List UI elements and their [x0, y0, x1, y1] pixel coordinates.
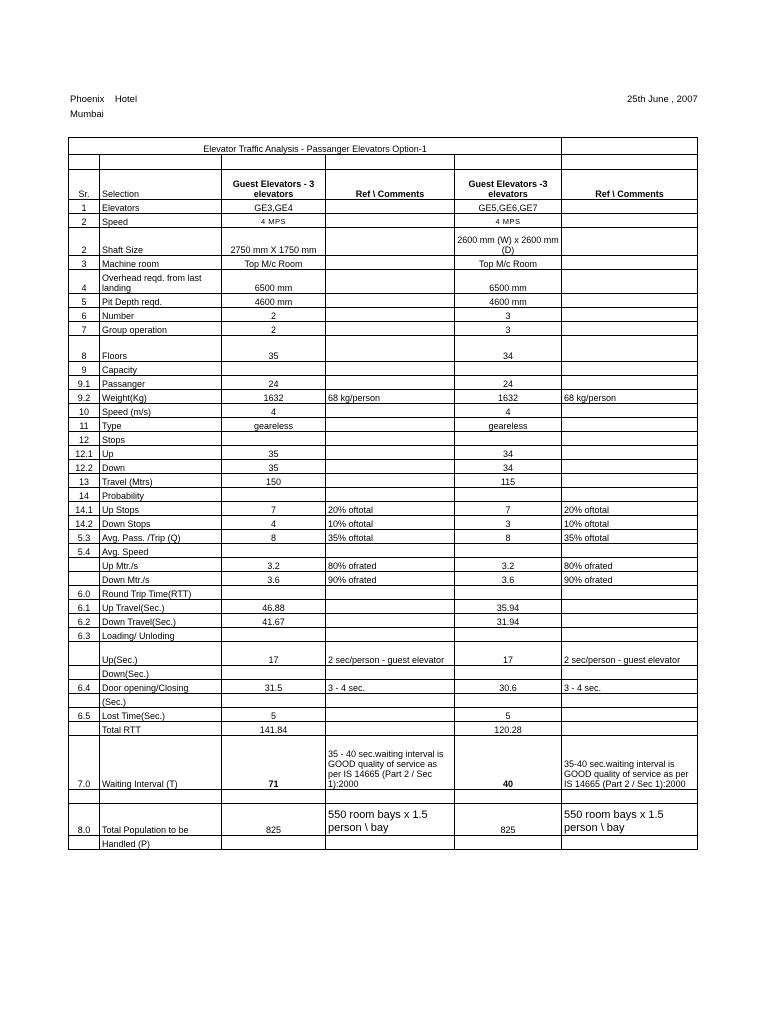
row-value-b: [455, 362, 562, 376]
col-header-selection: Selection: [100, 170, 222, 200]
row-ref-a: [326, 614, 455, 628]
row-selection: Weight(Kg): [100, 390, 222, 404]
row-ref-b: [562, 270, 698, 294]
row-sr: 13: [69, 474, 100, 488]
row-value-a: 3.6: [222, 572, 326, 586]
row-selection: Door opening/Closing: [100, 680, 222, 694]
row-sr: [69, 694, 100, 708]
row-ref-b: [562, 432, 698, 446]
row-value-a: 8: [222, 530, 326, 544]
col-header-guest-b: Guest Elevators -3 elevators: [455, 170, 562, 200]
col-header-ref-b: Ref \ Comments: [562, 170, 698, 200]
row-value-b: [455, 790, 562, 804]
row-selection: Probability: [100, 488, 222, 502]
table-row: [69, 228, 698, 256]
table-row: [69, 432, 698, 446]
row-sr: 9.1: [69, 376, 100, 390]
row-ref-a: [326, 418, 455, 432]
row-value-a: 35: [222, 446, 326, 460]
row-sr: 5.4: [69, 544, 100, 558]
row-value-b: 4600 mm: [455, 294, 562, 308]
table-row: [69, 322, 698, 336]
row-value-a: Top M/c Room: [222, 256, 326, 270]
row-value-b: [455, 488, 562, 502]
hotel-city: Mumbai: [70, 109, 104, 120]
row-selection: Avg. Pass. /Trip (Q): [100, 530, 222, 544]
row-value-b: 4: [455, 404, 562, 418]
row-selection: Down Stops: [100, 516, 222, 530]
row-selection: Speed: [100, 214, 222, 228]
row-ref-b: [562, 474, 698, 488]
row-sr: 12.1: [69, 446, 100, 460]
table-row: [69, 572, 698, 586]
table-row: [69, 736, 698, 790]
row-ref-b: 90% ofrated: [562, 572, 698, 586]
row-value-b: [455, 432, 562, 446]
table-row: [69, 722, 698, 736]
row-value-b: 3.6: [455, 572, 562, 586]
row-sr: 5: [69, 294, 100, 308]
row-value-b: 40: [455, 736, 562, 790]
table-row: [69, 680, 698, 694]
table-row: [69, 836, 698, 850]
row-sr: 9: [69, 362, 100, 376]
table-row: [69, 446, 698, 460]
row-ref-a: 10% oftotal: [326, 516, 455, 530]
title-row: [69, 138, 698, 155]
row-selection: Handled (P): [100, 836, 222, 850]
row-value-b: 34: [455, 446, 562, 460]
row-selection: Number: [100, 308, 222, 322]
row-value-a: 4: [222, 516, 326, 530]
row-value-b: Top M/c Room: [455, 256, 562, 270]
row-value-a: 141.84: [222, 722, 326, 736]
row-ref-b: [562, 362, 698, 376]
table-row: [69, 558, 698, 572]
row-ref-b: [562, 460, 698, 474]
row-sr: 6: [69, 308, 100, 322]
row-value-b: 3: [455, 322, 562, 336]
row-selection: Capacity: [100, 362, 222, 376]
table-row: [69, 628, 698, 642]
row-ref-a: [326, 214, 455, 228]
row-selection: Type: [100, 418, 222, 432]
row-selection: Speed (m/s): [100, 404, 222, 418]
row-value-a: 17: [222, 642, 326, 666]
table-row: [69, 804, 698, 836]
table-row: [69, 600, 698, 614]
row-ref-b: [562, 708, 698, 722]
row-value-a: 7: [222, 502, 326, 516]
row-ref-a: [326, 544, 455, 558]
blank-cell: [69, 155, 100, 170]
spacer-row: [69, 155, 698, 170]
table-row: [69, 214, 698, 228]
row-ref-a: [326, 376, 455, 390]
row-selection: Overhead reqd. from last landing: [100, 270, 222, 294]
row-sr: 6.3: [69, 628, 100, 642]
row-selection: Loading/ Unloding: [100, 628, 222, 642]
row-ref-b: 68 kg/person: [562, 390, 698, 404]
row-ref-b: [562, 628, 698, 642]
row-value-a: 4 MPS: [222, 214, 326, 228]
row-ref-a: [326, 600, 455, 614]
row-ref-b: [562, 256, 698, 270]
row-sr: 5.3: [69, 530, 100, 544]
table-row: [69, 642, 698, 666]
traffic-analysis-table: [68, 137, 698, 850]
row-ref-b: [562, 586, 698, 600]
row-ref-a: [326, 294, 455, 308]
row-ref-a: [326, 722, 455, 736]
table-row: [69, 294, 698, 308]
row-value-b: 34: [455, 460, 562, 474]
row-ref-b: 35-40 sec.waiting interval is GOOD quality of service as per IS 14665 (Part 2 / Sec 1):2000: [562, 736, 698, 790]
row-ref-b: [562, 376, 698, 390]
table-row: [69, 530, 698, 544]
row-selection: Round Trip Time(RTT): [100, 586, 222, 600]
hotel-name: Phoenix Hotel: [70, 94, 138, 105]
row-value-a: [222, 362, 326, 376]
row-ref-a: [326, 694, 455, 708]
row-selection: Up Stops: [100, 502, 222, 516]
row-sr: 7: [69, 322, 100, 336]
row-ref-a: 20% oftotal: [326, 502, 455, 516]
row-value-a: [222, 628, 326, 642]
col-header-ref-a: Ref \ Comments: [326, 170, 455, 200]
row-sr: 6.2: [69, 614, 100, 628]
table-row: [69, 586, 698, 600]
row-selection: Pit Depth reqd.: [100, 294, 222, 308]
row-value-a: GE3,GE4: [222, 200, 326, 214]
row-sr: 14.1: [69, 502, 100, 516]
table-row: [69, 694, 698, 708]
row-selection: Down: [100, 460, 222, 474]
row-value-a: [222, 694, 326, 708]
table-row: [69, 516, 698, 530]
row-selection: Passanger: [100, 376, 222, 390]
row-selection: Up: [100, 446, 222, 460]
row-value-b: [455, 666, 562, 680]
blank-cell: [326, 155, 455, 170]
row-ref-b: [562, 600, 698, 614]
row-value-b: 3.2: [455, 558, 562, 572]
table-row: [69, 336, 698, 362]
row-ref-b: 2 sec/person - guest elevator: [562, 642, 698, 666]
row-ref-a: 80% ofrated: [326, 558, 455, 572]
table-title: Elevator Traffic Analysis - Passanger Elevators Option-1: [69, 138, 562, 155]
row-ref-b: [562, 488, 698, 502]
blank-cell: [455, 155, 562, 170]
row-value-a: 1632: [222, 390, 326, 404]
row-sr: [69, 558, 100, 572]
row-value-a: 2: [222, 322, 326, 336]
row-ref-b: [562, 790, 698, 804]
title-row-blank: [562, 138, 698, 155]
row-ref-a: [326, 836, 455, 850]
table-row: [69, 404, 698, 418]
row-value-a: [222, 790, 326, 804]
row-ref-b: 10% oftotal: [562, 516, 698, 530]
table-row: [69, 708, 698, 722]
row-value-b: 4 MPS: [455, 214, 562, 228]
row-selection: Up Mtr./s: [100, 558, 222, 572]
row-selection: Travel (Mtrs): [100, 474, 222, 488]
row-sr: 12: [69, 432, 100, 446]
row-ref-a: 90% ofrated: [326, 572, 455, 586]
row-value-b: 825: [455, 804, 562, 836]
row-ref-b: [562, 666, 698, 680]
row-value-a: 46.88: [222, 600, 326, 614]
row-value-a: 150: [222, 474, 326, 488]
row-ref-a: [326, 362, 455, 376]
row-ref-b: [562, 446, 698, 460]
table-row: [69, 390, 698, 404]
row-selection: Stops: [100, 432, 222, 446]
row-ref-a: [326, 460, 455, 474]
row-ref-b: [562, 404, 698, 418]
row-selection: Total RTT: [100, 722, 222, 736]
row-value-a: 71: [222, 736, 326, 790]
row-sr: 8: [69, 336, 100, 362]
row-value-b: [455, 544, 562, 558]
row-ref-a: 550 room bays x 1.5 person \ bay: [326, 804, 455, 836]
row-sr: [69, 790, 100, 804]
row-selection: Elevators: [100, 200, 222, 214]
table-row: [69, 666, 698, 680]
row-ref-a: [326, 488, 455, 502]
table-row: [69, 418, 698, 432]
row-value-b: 30.6: [455, 680, 562, 694]
row-selection: Down(Sec.): [100, 666, 222, 680]
row-value-b: [455, 586, 562, 600]
table-row: [69, 544, 698, 558]
row-value-a: 2: [222, 308, 326, 322]
row-ref-b: 35% oftotal: [562, 530, 698, 544]
row-sr: 6.4: [69, 680, 100, 694]
column-header-row: [69, 170, 698, 200]
row-ref-a: 3 - 4 sec.: [326, 680, 455, 694]
row-sr: 11: [69, 418, 100, 432]
row-sr: 4: [69, 270, 100, 294]
row-value-b: 17: [455, 642, 562, 666]
row-ref-a: 35% oftotal: [326, 530, 455, 544]
row-selection: Up Travel(Sec.): [100, 600, 222, 614]
row-value-a: [222, 488, 326, 502]
table-row: [69, 270, 698, 294]
row-value-a: 4600 mm: [222, 294, 326, 308]
row-value-b: [455, 628, 562, 642]
row-ref-b: 20% oftotal: [562, 502, 698, 516]
row-sr: 9.2: [69, 390, 100, 404]
row-value-b: [455, 836, 562, 850]
row-value-b: 35.94: [455, 600, 562, 614]
row-ref-b: [562, 214, 698, 228]
row-value-a: 825: [222, 804, 326, 836]
row-value-a: 41.67: [222, 614, 326, 628]
row-selection: Shaft Size: [100, 228, 222, 256]
row-value-b: 2600 mm (W) x 2600 mm (D): [455, 228, 562, 256]
table-row: [69, 488, 698, 502]
table-row: [69, 308, 698, 322]
row-ref-b: 3 - 4 sec.: [562, 680, 698, 694]
row-ref-b: [562, 308, 698, 322]
table-row: [69, 502, 698, 516]
row-ref-b: [562, 322, 698, 336]
row-sr: 2: [69, 228, 100, 256]
row-value-a: 35: [222, 336, 326, 362]
row-ref-a: [326, 404, 455, 418]
row-ref-b: [562, 418, 698, 432]
row-selection: Down Travel(Sec.): [100, 614, 222, 628]
row-ref-b: [562, 722, 698, 736]
row-ref-a: [326, 790, 455, 804]
row-selection: Up(Sec.): [100, 642, 222, 666]
row-selection: Total Population to be: [100, 804, 222, 836]
row-value-b: 6500 mm: [455, 270, 562, 294]
row-ref-b: [562, 836, 698, 850]
row-ref-a: [326, 270, 455, 294]
row-value-b: 115: [455, 474, 562, 488]
row-selection: [100, 790, 222, 804]
row-value-a: [222, 666, 326, 680]
row-selection: Lost Time(Sec.): [100, 708, 222, 722]
row-ref-a: [326, 666, 455, 680]
row-ref-b: [562, 544, 698, 558]
row-value-a: 35: [222, 460, 326, 474]
row-ref-a: [326, 308, 455, 322]
row-value-b: 31.94: [455, 614, 562, 628]
row-value-b: 120.28: [455, 722, 562, 736]
row-selection: Avg. Speed: [100, 544, 222, 558]
row-ref-b: 550 room bays x 1.5 person \ bay: [562, 804, 698, 836]
row-ref-a: 2 sec/person - guest elevator: [326, 642, 455, 666]
row-selection: (Sec.): [100, 694, 222, 708]
row-sr: 2: [69, 214, 100, 228]
table-row: [69, 200, 698, 214]
row-value-b: [455, 694, 562, 708]
row-value-a: 3.2: [222, 558, 326, 572]
blank-cell: [562, 155, 698, 170]
row-value-a: [222, 836, 326, 850]
row-sr: [69, 642, 100, 666]
blank-cell: [100, 155, 222, 170]
row-ref-b: [562, 614, 698, 628]
row-ref-a: [326, 322, 455, 336]
row-value-b: 3: [455, 516, 562, 530]
row-ref-b: [562, 228, 698, 256]
row-sr: 14.2: [69, 516, 100, 530]
row-sr: 6.1: [69, 600, 100, 614]
row-value-b: 8: [455, 530, 562, 544]
row-selection: Floors: [100, 336, 222, 362]
row-ref-a: [326, 228, 455, 256]
row-selection: Group operation: [100, 322, 222, 336]
row-sr: [69, 572, 100, 586]
row-ref-b: [562, 294, 698, 308]
table-row: [69, 256, 698, 270]
row-sr: 3: [69, 256, 100, 270]
row-ref-a: [326, 474, 455, 488]
row-sr: 14: [69, 488, 100, 502]
row-ref-a: 35 - 40 sec.waiting interval is GOOD quality of service as per IS 14665 (Part 2 / Sec 1):2000: [326, 736, 455, 790]
row-selection: Down Mtr./s: [100, 572, 222, 586]
row-value-b: 3: [455, 308, 562, 322]
row-sr: 1: [69, 200, 100, 214]
row-ref-a: [326, 336, 455, 362]
table-row: [69, 790, 698, 804]
row-value-a: [222, 586, 326, 600]
table-row: [69, 376, 698, 390]
table-row: [69, 362, 698, 376]
row-value-a: 31.5: [222, 680, 326, 694]
row-value-a: [222, 544, 326, 558]
table-row: [69, 614, 698, 628]
row-sr: 6.0: [69, 586, 100, 600]
row-ref-b: [562, 694, 698, 708]
row-value-b: GE5,GE6,GE7: [455, 200, 562, 214]
row-value-a: [222, 432, 326, 446]
row-sr: 7.0: [69, 736, 100, 790]
row-ref-a: [326, 628, 455, 642]
row-sr: [69, 836, 100, 850]
row-ref-a: [326, 432, 455, 446]
row-selection: Waiting Interval (T): [100, 736, 222, 790]
row-value-a: 5: [222, 708, 326, 722]
row-sr: 12.2: [69, 460, 100, 474]
row-ref-a: [326, 446, 455, 460]
row-selection: Machine room: [100, 256, 222, 270]
col-header-sr: Sr.: [69, 170, 100, 200]
row-value-b: 7: [455, 502, 562, 516]
table-row: [69, 474, 698, 488]
row-value-b: 34: [455, 336, 562, 362]
row-ref-a: [326, 200, 455, 214]
row-ref-a: 68 kg/person: [326, 390, 455, 404]
blank-cell: [222, 155, 326, 170]
document-date: 25th June , 2007: [627, 94, 698, 105]
row-value-a: 4: [222, 404, 326, 418]
row-ref-a: [326, 586, 455, 600]
row-sr: 8.0: [69, 804, 100, 836]
row-value-a: 6500 mm: [222, 270, 326, 294]
row-sr: [69, 722, 100, 736]
row-sr: 10: [69, 404, 100, 418]
row-value-a: geareless: [222, 418, 326, 432]
row-ref-b: 80% ofrated: [562, 558, 698, 572]
row-ref-b: [562, 336, 698, 362]
row-value-b: 24: [455, 376, 562, 390]
row-sr: [69, 666, 100, 680]
row-value-b: 1632: [455, 390, 562, 404]
row-value-b: geareless: [455, 418, 562, 432]
row-ref-a: [326, 708, 455, 722]
row-ref-a: [326, 256, 455, 270]
row-ref-b: [562, 200, 698, 214]
row-sr: 6.5: [69, 708, 100, 722]
row-value-b: 5: [455, 708, 562, 722]
row-value-a: 24: [222, 376, 326, 390]
table-row: [69, 460, 698, 474]
row-value-a: 2750 mm X 1750 mm: [222, 228, 326, 256]
col-header-guest-a: Guest Elevators - 3 elevators: [222, 170, 326, 200]
